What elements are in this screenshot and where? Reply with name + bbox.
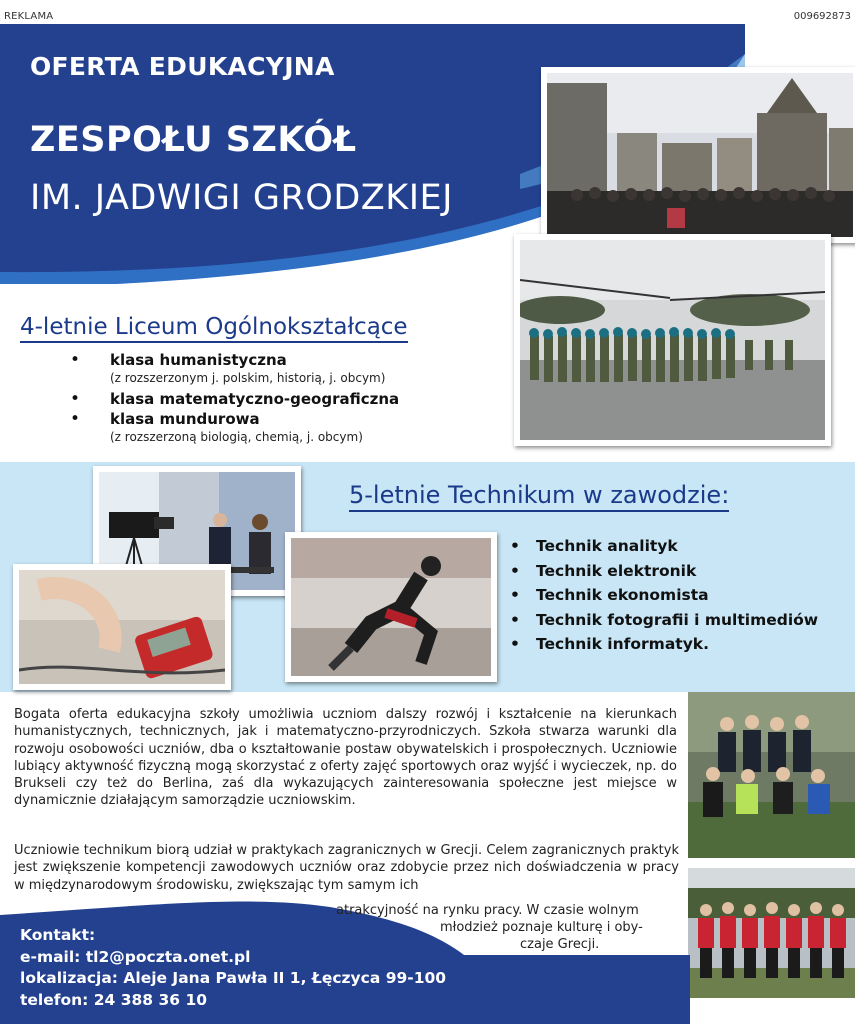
liceum-section-title: 4-letnie Liceum Ogólnokształcące [20,314,408,343]
list-item [510,534,818,559]
brussels-trip-photo [541,67,855,243]
profession-name: Technik elektronik [536,561,697,580]
contact-email[interactable]: e-mail: tl2@poczta.onet.pl [20,947,251,966]
liceum-class-list [70,350,399,446]
list-item [510,559,818,584]
contact-block [20,925,446,1011]
bullet-icon: • [70,409,81,429]
rescue-training-photo [285,532,497,682]
header-line-3: IM. JADWIGI GRODZKIEJ [30,178,453,218]
top-label-bar [0,0,855,24]
list-item [510,608,818,633]
contact-location: lokalizacja: Aleje Jana Pawła II 1, Łęczyca 99-100 [20,969,447,987]
technikum-section-title: 5-letnie Technikum w zawodzie: [349,481,729,512]
header-line-2: ZESPOŁU SZKÓŁ [30,120,357,160]
class-subjects: (z rozszerzoną biologią, chemią, j. obcym) [110,430,363,444]
class-name: klasa humanistyczna [110,351,287,369]
list-item [510,632,818,657]
bullet-icon: • [510,561,520,580]
ad-id-number: 009692873 [793,11,851,22]
description-paragraph-2-continued: atrakcyjność na rynku pracy. W czasie wolnym [336,903,639,918]
description-paragraph-2-continued: młodzież poznaje kulturę i oby- [440,920,643,935]
class-name: klasa matematyczno-geograficzna [110,390,400,408]
description-paragraph-2-end: czaje Grecji. [520,937,600,952]
bullet-icon: • [510,537,520,555]
list-item [70,350,399,387]
bullet-icon: • [510,610,520,629]
class-subjects: (z rozszerzonym j. polskim, historią, j. obcym) [110,371,386,385]
list-item [510,583,818,608]
class-name: klasa mundurowa [110,410,260,428]
military-class-photo [514,234,831,446]
contact-heading: Kontakt: [20,926,96,944]
sports-team-medal-photo [688,692,855,858]
bullet-icon: • [70,350,81,370]
girls-sports-team-photo [688,868,855,998]
profession-name: Technik informatyk. [536,635,710,653]
list-item [70,409,399,446]
technikum-profession-list [510,534,818,657]
header-line-1: OFERTA EDUKACYJNA [30,52,335,81]
electronics-multimeter-photo [13,564,231,690]
bullet-icon: • [510,586,520,604]
bullet-icon: • [510,635,520,653]
contact-phone[interactable]: telefon: 24 388 36 10 [20,990,208,1009]
bullet-icon: • [70,389,81,409]
profession-name: Technik analityk [536,537,678,555]
profession-name: Technik fotografii i multimediów [536,610,819,629]
description-paragraph-1: Bogata oferta edukacyjna szkoły umożliwia uczniom dalszy rozwój i kształcenie na kierunkach humanistycznych, technicznych, jak i matematyczno-przyrodniczych. Szkoła stwarza warunki dla rozwoju osobowości uczniów, dba o kształtowanie postaw obywatelskich i prospołecznych. Uczniowie lubiący aktywność fizyczną mogą skorzystać z oferty zajęć sportowych oraz wyjść i wycieczek, np. do Brukseli czy też do Berlina, zaś dla wykazujących zainteresowania społeczne jest miejsce w dynamicznie działającym samorządzie uczniowskim. [14,707,677,809]
profession-name: Technik ekonomista [536,586,709,604]
list-item [70,389,399,409]
description-paragraph-2: Uczniowie technikum biorą udział w praktykach zagranicznych w Grecji. Celem zagranicznych praktyk jest zwiększenie kompetencji zawodowych uczniów oraz zdobycie przez nich doświadczenia w pracy w międzynarodowym środowisku, zwiększając tym samym ich [14,843,679,893]
advert-label: REKLAMA [4,11,54,22]
